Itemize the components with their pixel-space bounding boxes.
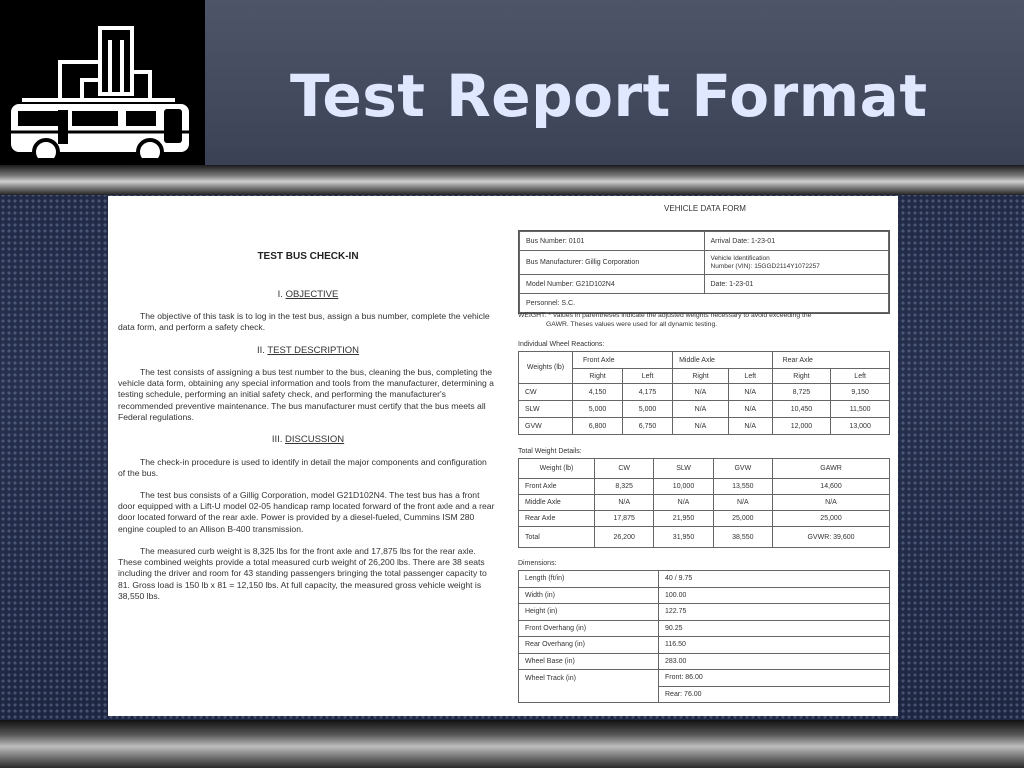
table-cell: N/A — [673, 418, 729, 435]
weight-note-line: WEIGHT: * Values in parentheses indicate the adjusted weights necessary to avoid exceeding the — [518, 312, 812, 319]
side-header: Left — [623, 369, 673, 384]
table-cell: 25,000 — [713, 511, 772, 527]
section-heading-discussion — [108, 434, 508, 445]
slide-header — [0, 0, 1024, 165]
paragraph: The test consists of assigning a bus test number to the bus, cleaning the bus, completing the vehicle data form, obtaining any special information and tools from the manufacturer, determining a testing schedule, performing an initial safety check, and performing the manufacturer's recommended preventive maintenance. The bus manufacturer must certify that the bus meets all Federal regulations. — [118, 367, 494, 422]
vin-label: Vehicle Identification — [710, 254, 770, 262]
table-cell: 90.25 — [659, 620, 890, 637]
row-label: Width (in) — [519, 587, 659, 604]
paragraph: The test bus consists of a Gillig Corporation, model G21D102N4. The test bus has a front door equipped with a Lift-U model 02-05 handicap ramp located forward of the front axle and a rear door located forward of the rear axle. Power is provided by a diesel-fueled, Cummins ISM 280 engine coupled to an Allison B-400 transmission. — [118, 490, 495, 534]
footer-bar — [0, 720, 1024, 768]
table-cell: 10,000 — [654, 479, 713, 495]
side-header: Right — [673, 369, 729, 384]
row-label: Front Axle — [519, 479, 595, 495]
bus-manufacturer: Bus Manufacturer: Gillig Corporation — [520, 251, 705, 275]
table-cell: N/A — [654, 495, 713, 511]
table-row — [519, 670, 890, 687]
paragraph: The objective of this task is to log in the test bus, assign a bus number, complete the vehicle data form, and perform a safety check. — [118, 311, 490, 333]
section-title: TEST DESCRIPTION — [267, 345, 360, 356]
report-document — [108, 196, 898, 716]
section-heading-objective — [108, 289, 508, 300]
total-weight-table — [518, 458, 890, 548]
section-number: II. — [256, 345, 265, 356]
row-label: Wheel Base (in) — [519, 653, 659, 670]
side-header: Left — [728, 369, 772, 384]
vehicle-data-form — [516, 196, 894, 716]
table-cell: 10,450 — [772, 401, 831, 418]
row-label: Length (ft/in) — [519, 571, 659, 588]
table-cell: 26,200 — [595, 527, 654, 548]
table-cell: 122.75 — [659, 604, 890, 621]
table-cell: GVWR: 39,600 — [773, 527, 890, 548]
paragraph: The measured curb weight is 8,325 lbs for the front axle and 17,875 lbs for the rear axle. These combined weights provide a total measured curb weight of 26,200 lbs. There are 38 seats including the driver and room for 43 standing passengers bringing the total passenger capacity to 81. Gross load is 150 lb x 81 = 12,150 lbs. At full capacity, the measured gross vehicle weight is 38,550 lbs. — [118, 546, 487, 601]
table-row — [519, 604, 890, 621]
arrival-date: Arrival Date: 1-23-01 — [704, 232, 889, 251]
table-cell: N/A — [728, 384, 772, 401]
table-cell: 6,750 — [623, 418, 673, 435]
total-header: GAWR — [773, 459, 890, 479]
wheel-reactions-table — [518, 351, 890, 435]
table-cell: 25,000 — [773, 511, 890, 527]
table-cell: 4,150 — [573, 384, 623, 401]
side-header: Left — [831, 369, 890, 384]
row-label: GVW — [519, 418, 573, 435]
wheel-reactions-label: Individual Wheel Reactions: — [518, 341, 605, 348]
table-cell: N/A — [673, 401, 729, 418]
weight-note — [518, 312, 894, 329]
table-cell: 116.50 — [659, 637, 890, 654]
table-cell: 6,800 — [573, 418, 623, 435]
table-cell: 40 / 9.75 — [659, 571, 890, 588]
table-cell: N/A — [728, 401, 772, 418]
form-title: VEHICLE DATA FORM — [664, 204, 746, 213]
table-cell: 13,550 — [713, 479, 772, 495]
axle-header: Front Axle — [573, 352, 673, 369]
table-cell: N/A — [673, 384, 729, 401]
table-cell: 13,000 — [831, 418, 890, 435]
table-row — [519, 653, 890, 670]
table-row — [519, 511, 890, 527]
vehicle-info-table — [518, 230, 890, 314]
section-number: I. — [277, 289, 283, 300]
model-number: Model Number: G21D102N4 — [520, 275, 705, 294]
section-title: DISCUSSION — [285, 434, 345, 445]
header-divider-bar — [0, 165, 1024, 195]
slide-title: Test Report Format — [290, 62, 928, 130]
table-row — [519, 527, 890, 548]
total-header: GVW — [713, 459, 772, 479]
total-header: CW — [595, 459, 654, 479]
table-cell: 31,950 — [654, 527, 713, 548]
table-cell: N/A — [728, 418, 772, 435]
bus-number: Bus Number: 0101 — [520, 232, 705, 251]
row-label: SLW — [519, 401, 573, 418]
total-header: SLW — [654, 459, 713, 479]
axle-header: Middle Axle — [673, 352, 773, 369]
section-title: OBJECTIVE — [285, 289, 339, 300]
table-row — [519, 384, 890, 401]
row-label: Middle Axle — [519, 495, 595, 511]
row-label: Wheel Track (in) — [519, 670, 659, 687]
weights-header: Weights (lb) — [519, 352, 573, 384]
check-in-page — [108, 196, 508, 716]
dimensions-label: Dimensions: — [518, 560, 557, 567]
table-cell: N/A — [595, 495, 654, 511]
axle-header: Rear Axle — [772, 352, 889, 369]
side-header: Right — [573, 369, 623, 384]
table-row — [519, 571, 890, 588]
row-label — [519, 686, 659, 703]
table-cell: 4,175 — [623, 384, 673, 401]
table-cell: 9,150 — [831, 384, 890, 401]
table-cell: 14,600 — [773, 479, 890, 495]
bus-city-icon — [0, 0, 205, 165]
table-cell: Rear: 76.00 — [659, 686, 890, 703]
table-row — [519, 495, 890, 511]
table-row — [519, 401, 890, 418]
table-cell: 5,000 — [623, 401, 673, 418]
row-label: Front Overhang (in) — [519, 620, 659, 637]
personnel: Personnel: S.C. — [520, 294, 889, 313]
table-cell: N/A — [713, 495, 772, 511]
row-label: Total — [519, 527, 595, 548]
table-cell: 11,500 — [831, 401, 890, 418]
vin — [704, 251, 889, 275]
row-label: Height (in) — [519, 604, 659, 621]
row-label: Rear Overhang (in) — [519, 637, 659, 654]
table-row — [519, 686, 890, 703]
table-cell: Front: 86.00 — [659, 670, 890, 687]
bus-logo — [0, 0, 205, 165]
form-date: Date: 1-23-01 — [704, 275, 889, 294]
table-cell: 8,725 — [772, 384, 831, 401]
section-heading-test-description — [108, 345, 508, 356]
table-row — [519, 620, 890, 637]
table-cell: N/A — [773, 495, 890, 511]
table-cell: 5,000 — [573, 401, 623, 418]
table-cell: 8,325 — [595, 479, 654, 495]
total-weight-label: Total Weight Details: — [518, 448, 582, 455]
table-cell: 38,550 — [713, 527, 772, 548]
section-number: III. — [271, 434, 283, 445]
dimensions-table — [518, 570, 890, 703]
table-cell: 21,950 — [654, 511, 713, 527]
table-row — [519, 418, 890, 435]
row-label: Rear Axle — [519, 511, 595, 527]
table-cell: 12,000 — [772, 418, 831, 435]
table-cell: 283.00 — [659, 653, 890, 670]
table-cell: 100.00 — [659, 587, 890, 604]
doc-title: TEST BUS CHECK-IN — [257, 251, 359, 262]
table-cell: 17,875 — [595, 511, 654, 527]
paragraph: The check-in procedure is used to identify in detail the major components and configuration of the bus. — [118, 457, 487, 479]
total-header: Weight (lb) — [519, 459, 595, 479]
side-header: Right — [772, 369, 831, 384]
weight-note-line: GAWR. Theses values were used for all dynamic testing. — [546, 320, 718, 328]
table-row — [519, 479, 890, 495]
row-label: CW — [519, 384, 573, 401]
table-row — [519, 587, 890, 604]
table-row — [519, 637, 890, 654]
vin-value: Number (VIN): 15GGD2114Y1072257 — [710, 262, 820, 270]
